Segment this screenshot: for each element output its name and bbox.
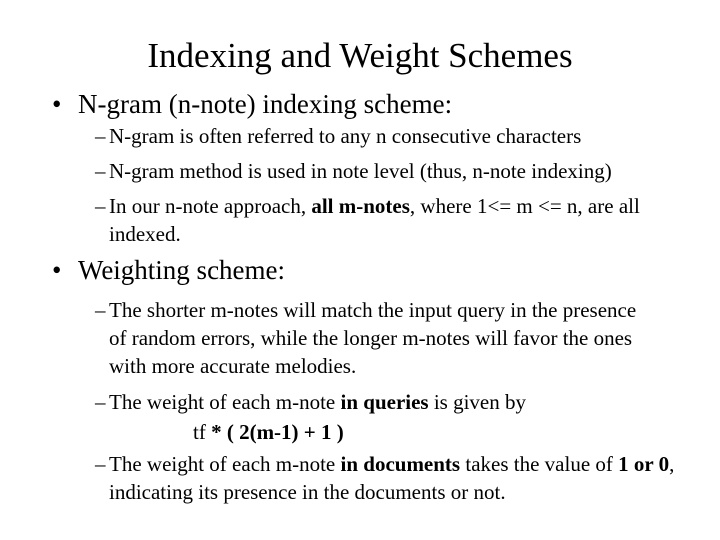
dash-marker: – — [95, 298, 106, 322]
formula-bold: * ( 2(m-1) + 1 ) — [211, 420, 344, 444]
bullet-heading: Weighting scheme: — [78, 255, 286, 285]
sub-item-shorter-m-notes — [95, 296, 655, 380]
weight-formula — [193, 418, 344, 446]
sub-item-text: N-gram method is used in note level (thus, n-note indexing) — [109, 159, 612, 183]
bullet-weighting-scheme — [52, 254, 285, 286]
text-run: takes the value of — [460, 452, 619, 476]
bold-text: in documents — [340, 452, 461, 476]
dash-marker: – — [95, 159, 106, 183]
sub-item-text: N-gram is often referred to any n consecutive characters — [109, 124, 582, 148]
sub-item-text — [109, 450, 695, 506]
formula-text: tf — [193, 420, 212, 444]
slide-title: Indexing and Weight Schemes — [147, 36, 573, 75]
text-run: , where 1<= m <= n, are all indexed. — [109, 194, 640, 246]
text-run: In our n-note approach, — [109, 194, 312, 218]
dash-marker: – — [95, 194, 106, 218]
sub-item-weight-queries — [95, 388, 695, 416]
bullet-heading: N-gram (n-note) indexing scheme: — [78, 89, 453, 119]
sub-item-text — [109, 192, 685, 248]
bullet-marker: • — [52, 255, 62, 285]
text-run: is given by — [428, 390, 527, 414]
text-run: The weight of each m-note — [109, 452, 341, 476]
text-run: , indicating its presence in the documents or not. — [109, 452, 675, 504]
sub-item-ngram-method — [95, 157, 695, 185]
bullet-indexing-scheme — [52, 88, 452, 120]
sub-item-text: The shorter m-notes will match the input query in the presence of random errors, while the longer m-notes will favor the ones with more accurate melodies. — [109, 298, 637, 378]
bold-text: in queries — [340, 390, 429, 414]
sub-item-n-note-approach — [95, 192, 685, 248]
dash-marker: – — [95, 452, 106, 476]
sub-item-ngram-definition — [95, 122, 695, 150]
dash-marker: – — [95, 124, 106, 148]
text-run: The weight of each m-note — [109, 390, 341, 414]
bullet-marker: • — [52, 89, 62, 119]
bold-text: 1 or 0 — [618, 452, 670, 476]
bold-text: all m-notes — [311, 194, 410, 218]
dash-marker: – — [95, 390, 106, 414]
sub-item-text — [109, 388, 695, 416]
sub-item-weight-documents — [95, 450, 695, 506]
